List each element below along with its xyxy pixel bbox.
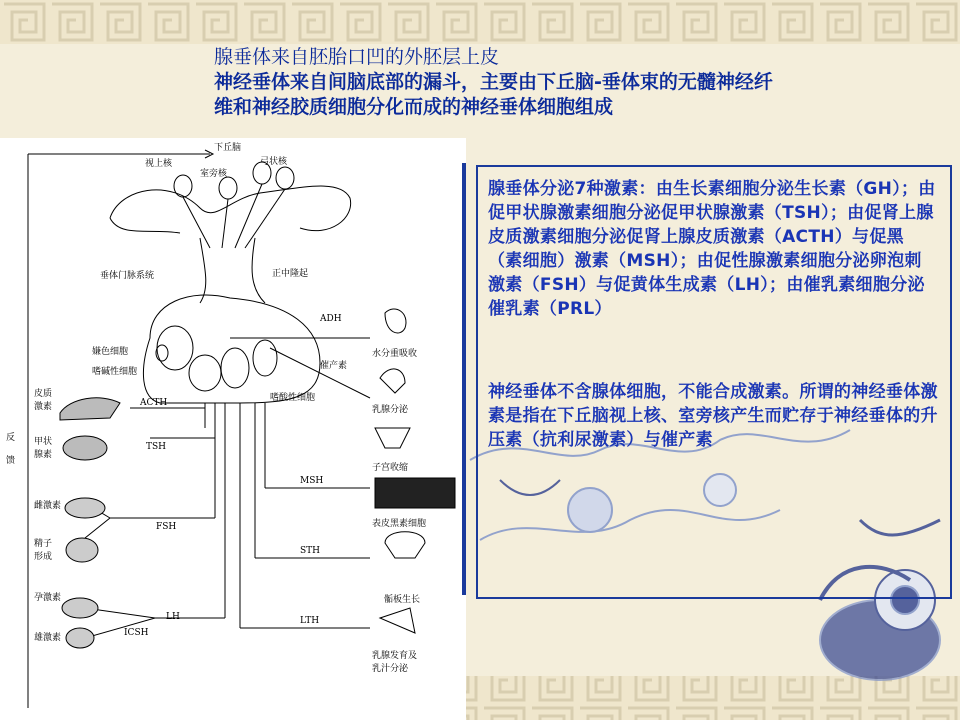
hormone-textbox	[476, 165, 952, 599]
label-fsh: FSH	[156, 522, 177, 532]
label-feedback: 反 馈	[6, 433, 16, 466]
label-uterus: 子宫收缩	[372, 463, 409, 473]
header-line-1: 腺垂体来自胚胎口凹的外胚层上皮	[214, 46, 500, 68]
label-estrogen: 雌激素	[34, 501, 62, 511]
header-line-3: 维和神经胶质细胞分化而成的神经垂体细胞组成	[214, 96, 614, 118]
label-arcuate: 弓状核	[260, 157, 288, 167]
slide-header	[214, 45, 934, 120]
label-median-eminence: 正中隆起	[272, 269, 309, 279]
adenohypophysis-paragraph: 腺垂体分泌7种激素：由生长素细胞分泌生长素（GH）；由促甲状腺激素细胞分泌促甲状腺激素（TSH）；由促肾上腺皮质激素细胞分泌促肾上腺皮质激素（ACTH）与促黑（素细胞）激素（MSH）；由促性腺激素细胞分泌卵泡刺激素（FSH）与促黄体生成素（LH）；由催乳素细胞分泌催乳素（PRL）	[488, 179, 936, 319]
label-portal: 垂体门脉系统	[100, 271, 155, 281]
label-tsh: TSH	[146, 442, 167, 452]
label-icsh: ICSH	[124, 628, 149, 638]
label-adh: ADH	[320, 314, 342, 324]
pituitary-diagram	[0, 138, 466, 720]
diagram-drawing	[0, 138, 466, 720]
top-border	[0, 0, 960, 44]
label-lth: LTH	[300, 616, 320, 626]
label-hypothalamus: 下丘脑	[214, 143, 242, 153]
label-msh: MSH	[300, 476, 324, 486]
label-melanocyte: 表皮黑素细胞	[372, 519, 427, 529]
label-milk-secretion: 乳腺分泌	[372, 405, 409, 415]
label-androgen: 雄激素	[34, 633, 62, 643]
label-breast: 乳腺发育及 乳汁分泌	[372, 651, 418, 674]
header-line-2: 神经垂体来自间脑底部的漏斗，主要由下丘脑-垂体束的无髓神经纤	[214, 71, 773, 93]
label-chromophobe: 嫌色细胞	[92, 347, 129, 357]
label-acidophil: 嗜酸性细胞	[270, 393, 316, 403]
label-basophil: 嗜碱性细胞	[92, 367, 138, 377]
textbox-left-accent	[462, 163, 466, 595]
label-supraoptic: 视上核	[145, 159, 173, 169]
label-cortex: 皮质 激素	[34, 389, 53, 412]
label-lh: LH	[166, 612, 180, 622]
label-sperm: 精子 形成	[34, 539, 53, 562]
label-growth: 骺板生长	[384, 595, 421, 605]
label-thyroid: 甲状 腺素	[34, 437, 53, 460]
label-acth: ACTH	[140, 398, 168, 408]
label-water: 水分重吸收	[372, 349, 418, 359]
label-sth: STH	[300, 546, 321, 556]
label-paraventricular: 室旁核	[200, 169, 228, 179]
label-progesterone: 孕激素	[34, 593, 62, 603]
neurohypophysis-paragraph: 神经垂体不含腺体细胞，不能合成激素。所谓的神经垂体激素是指在下丘脑视上核、室旁核产生而贮存于神经垂体的升压素（抗利尿激素）与催产素	[488, 382, 938, 450]
label-oxytocin: 催产素	[320, 361, 348, 371]
